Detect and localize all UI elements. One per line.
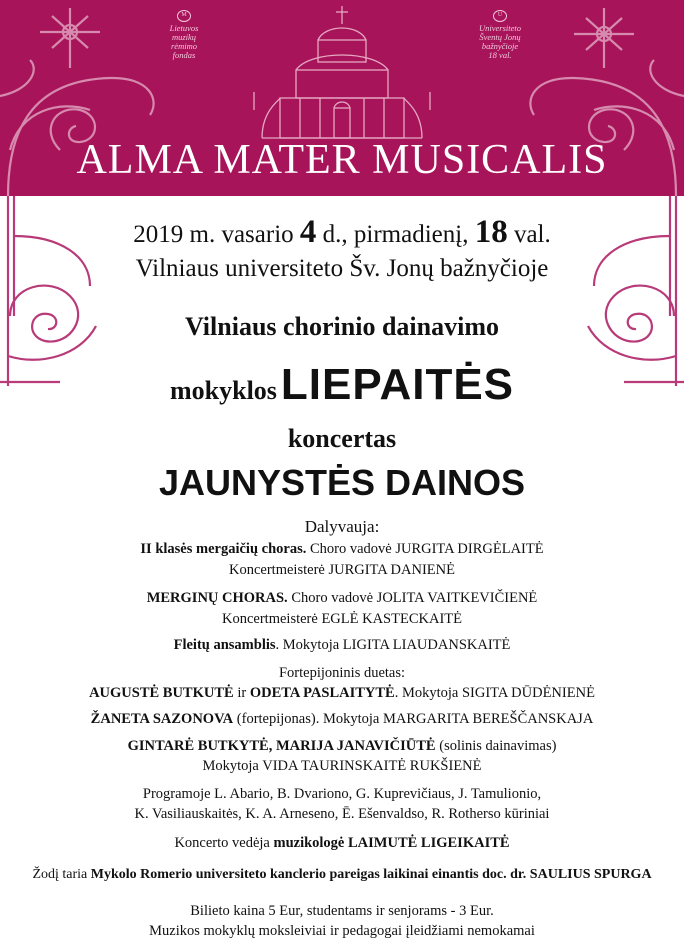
speech-prefix: Žodį taria (32, 867, 88, 882)
logo-left-line: Lietuvos (169, 23, 199, 33)
solo2-rest: (solinis dainavimas) (439, 738, 557, 754)
speech-name: Mykolo Romerio universiteto kanclerio pareigas laikinai einantis doc. dr. SAULIUS SPURGA (90, 867, 652, 882)
school-name: LIEPAITĖS (280, 360, 515, 409)
solo1-line (0, 711, 684, 728)
logo-left (150, 10, 218, 60)
tickets-line2: Muzikos mokyklų moksleiviai ir pedagogai įleidžiami nemokamai (149, 923, 535, 939)
date-prefix: 2019 m. vasario (133, 221, 294, 248)
duet-name2: ODETA PASLAITYTĖ (249, 685, 395, 701)
solo1-rest: (fortepijonas). Mokytoja MARGARITA BEREŠČANSKAJA (236, 711, 594, 727)
speech-line (0, 867, 684, 883)
header-banner (0, 0, 684, 196)
event-date (0, 214, 684, 251)
solo2-bold: GINTARĖ BUTKYTĖ, MARIJA JANAVIČIŪTĖ (127, 738, 436, 754)
host-name: muzikologė LAIMUTĖ LIGEIKAITĖ (273, 835, 510, 851)
logo-left-line: fondas (172, 50, 196, 60)
logo-right-line: Universiteto (478, 23, 522, 33)
date-hour-suffix: val. (513, 221, 551, 248)
solo2-line1 (0, 738, 684, 755)
group1-line1 (0, 541, 684, 558)
event-venue: Vilniaus universiteto Šv. Jonų bažnyčioje (135, 255, 549, 282)
solo1-bold: ŽANETA SAZONOVA (90, 711, 234, 727)
logo-right (466, 10, 534, 60)
program-line2: K. Vasiliauskaitės, K. A. Arneseno, Ē. Ešenvaldso, R. Rotherso kūriniai (134, 806, 550, 822)
tickets-line1: Bilieto kaina 5 Eur, studentams ir senjorams - 3 Eur. (190, 903, 494, 919)
group2-line2: Koncertmeisterė EGLĖ KASTECKAITĖ (222, 611, 462, 627)
lmrf-logo-icon: M (177, 10, 191, 22)
group2-bold: MERGINŲ CHORAS. (146, 590, 288, 606)
host-prefix: Koncerto vedėja (174, 835, 270, 851)
logo-right-line: 18 val. (488, 50, 512, 60)
group3-line (0, 637, 684, 654)
university-logo-icon: U (493, 10, 507, 22)
duet-heading: Fortepijoninis duetas: (278, 665, 406, 681)
school-prefix: mokyklos (169, 376, 277, 405)
host-line (0, 835, 684, 852)
festival-title: ALMA MATER MUSICALIS (76, 137, 608, 183)
program-line1: Programoje L. Abario, B. Dvariono, G. Kuprevičiaus, J. Tamulionio, (142, 786, 542, 802)
logo-left-line: rėmimo (171, 41, 197, 51)
logo-right-line: Šventų Jonų (479, 32, 521, 42)
participants-heading: Dalyvauja: (304, 517, 380, 536)
group3-rest: . Mokytoja LIGITA LIAUDANSKAITĖ (275, 637, 511, 653)
group3-bold: Fleitų ansamblis (173, 637, 276, 653)
concert-label: koncertas (287, 424, 397, 453)
duet-name1: AUGUSTĖ BUTKUTĖ (89, 685, 234, 701)
group1-bold: II klasės mergaičių choras. (140, 541, 307, 557)
duet-rest: . Mokytoja SIGITA DŪDĖNIENĖ (394, 685, 595, 701)
date-hour: 18 (474, 214, 508, 250)
left-cross-icon (40, 8, 100, 68)
group2-line1 (0, 590, 684, 607)
school-line-1: Vilniaus chorinio dainavimo (185, 312, 499, 341)
date-mid: d., pirmadienį, (322, 221, 469, 248)
duet-line (0, 685, 684, 702)
logo-left-line: muzikų (171, 32, 197, 42)
duet-and: ir (237, 685, 247, 701)
group1-rest: Choro vadovė JURGITA DIRGĖLAITĖ (309, 541, 544, 557)
church-facade-icon (254, 6, 430, 138)
school-line-2 (0, 360, 684, 410)
group1-line2: Koncertmeisterė JURGITA DANIENĖ (229, 562, 455, 578)
concert-title: JAUNYSTĖS DAINOS (158, 462, 526, 503)
date-day: 4 (299, 214, 317, 250)
right-cross-icon (574, 8, 634, 68)
group2-rest: Choro vadovė JOLITA VAITKEVIČIENĖ (291, 590, 538, 606)
solo2-line2: Mokytoja VIDA TAURINSKAITĖ RUKŠIENĖ (202, 758, 482, 774)
logo-right-line: bažnyčioje (481, 41, 519, 51)
